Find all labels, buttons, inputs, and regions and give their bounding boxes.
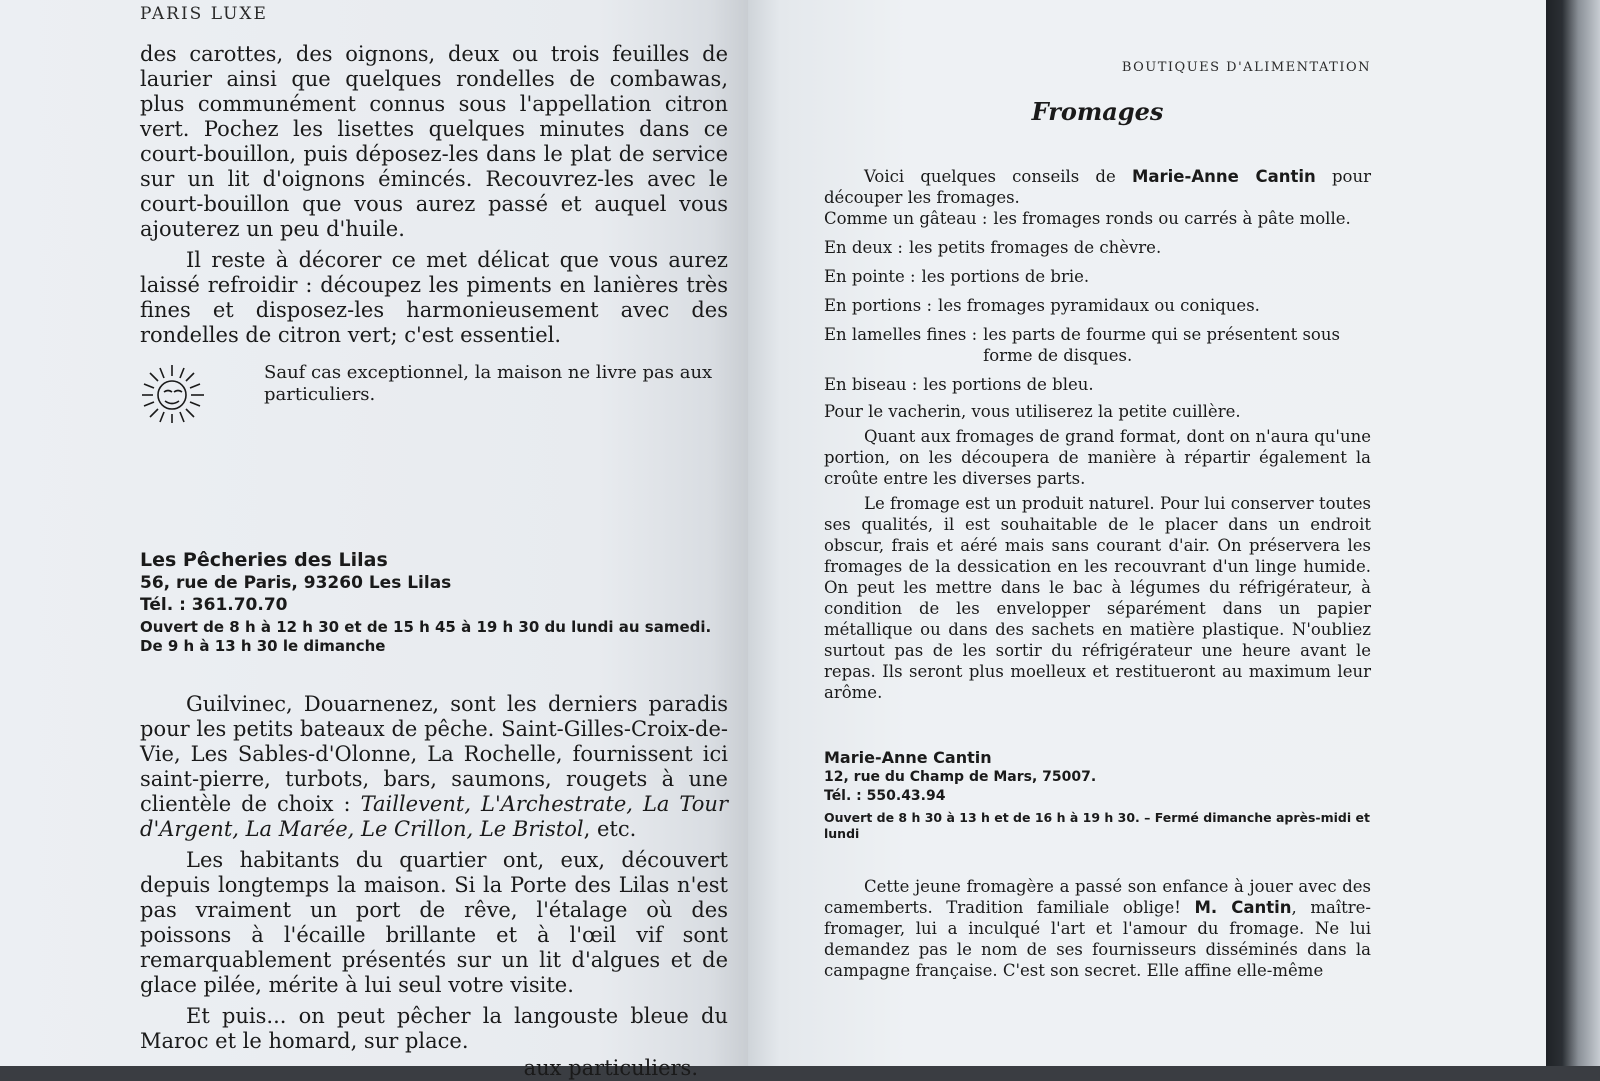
- cut-item: [824, 374, 1371, 395]
- cut-desc: les fromages pyramidaux ou coniques.: [938, 296, 1260, 315]
- section-title: Fromages: [1031, 97, 1164, 126]
- shop-name: Marie-Anne Cantin: [824, 748, 992, 767]
- cut-term: En lamelles fines :: [824, 325, 978, 344]
- text-run: Voici quelques conseils de: [864, 167, 1132, 186]
- shop-hours: Ouvert de 8 h 30 à 13 h et de 16 h à 19 h 30. – Fermé dimanche après-midi et lundi: [824, 810, 1370, 841]
- person-name: Marie-Anne Cantin: [1131, 167, 1316, 186]
- cut-desc: les portions de bleu.: [923, 375, 1094, 394]
- paragraph: Il reste à décorer ce met délicat que vous aurez laissé refroidir : découpez les piments en lanières très fines et disposez-les harmonieusement avec des rondelles de citron vert; c'est essentiel.: [140, 248, 728, 347]
- text-run: Guilvinec, Douarnenez, sont les derniers paradis pour les petits bateaux de pêche. Saint-Gilles-Croix-de-Vie, Les Sables-d'Olonne, La Rochelle, fournissent ici saint-pierre, turbots, bars, saumons, rougets à une clientèle de choix :: [140, 692, 728, 816]
- shop-phone: Tél. : 550.43.94: [824, 788, 946, 804]
- paragraph: [824, 876, 1371, 981]
- shop-hours: Ouvert de 8 h à 12 h 30 et de 15 h 45 à 19 h 30 du lundi au samedi. De 9 h à 13 h 30 le dimanche: [140, 618, 712, 655]
- intro-paragraph: [824, 166, 1371, 208]
- text-run: , etc.: [583, 817, 637, 841]
- shop-name: Les Pêcheries des Lilas: [140, 549, 388, 571]
- cut-item: [824, 266, 1371, 287]
- text-run: , maître-fromager, lui a inculqué l'art et l'amour du fromage. Ne lui demandez pas le nom de ses fournisseurs disséminés dans la campagne française. C'est son secret. Elle affine elle-même: [824, 898, 1371, 980]
- restaurant-names: Taillevent, L'Archestrate, La Tour d'Argent, La Marée, Le Crillon, Le Bristol: [140, 792, 728, 841]
- paragraph: [140, 692, 728, 842]
- cut-desc: les parts de fourme qui se présentent sous forme de disques.: [983, 325, 1340, 365]
- sun-face-icon: [138, 362, 208, 428]
- cut-item: [824, 324, 1371, 366]
- shop-address: 56, rue de Paris, 93260 Les Lilas: [140, 573, 452, 593]
- cut-item: [824, 208, 1371, 229]
- note-text: Sauf cas exceptionnel, la maison ne livre pas aux particuliers.: [264, 362, 713, 405]
- left-page: [0, 0, 748, 1080]
- right-page: [748, 0, 1546, 1066]
- paragraph-fragment: aux particuliers.: [523, 1056, 698, 1080]
- paragraph: Les habitants du quartier ont, eux, découvert depuis longtemps la maison. Si la Porte des Lilas n'est pas vraiment un port de rêve, l'étalage où des poissons à l'écaille brillante et à l'œil vif sont remarquablement présentés sur un lit d'algues et de glace pilée, mérite à lui seul votre visite.: [140, 848, 728, 997]
- cut-item: [824, 237, 1371, 258]
- cut-desc: les petits fromages de chèvre.: [908, 238, 1162, 257]
- cut-term: En biseau :: [824, 375, 918, 394]
- delivery-note: [140, 362, 728, 428]
- paragraph: Le fromage est un produit naturel. Pour lui conserver toutes ses qualités, il est souhaitable de le placer dans un endroit obscur, frais et aéré mais sans courant d'air. On préservera les fromages de la dessication en les recouvrant d'un linge humide. On peut les mettre dans le bac à légumes du réfrigérateur, à condition de les envelopper séparément dans un papier métallique ou dans des sachets en matière plastique. N'oubliez surtout pas de les sortir du réfrigérateur une heure avant le repas. Ils seront plus moelleux et restitueront au maximum leur arôme.: [824, 494, 1371, 702]
- running-head-left: PARIS LUXE: [140, 4, 268, 24]
- person-name: M. Cantin: [1194, 898, 1292, 917]
- shop-phone: Tél. : 361.70.70: [140, 595, 288, 615]
- cut-term: En deux :: [824, 238, 903, 257]
- text-run: pour découper les fromages.: [824, 167, 1371, 207]
- cut-term: En portions :: [824, 296, 933, 315]
- cut-desc: les portions de brie.: [921, 267, 1090, 286]
- paragraph: Pour le vacherin, vous utiliserez la petite cuillère.: [824, 402, 1241, 421]
- book-cover-edge: [1546, 0, 1600, 1066]
- cut-list: [824, 208, 1371, 395]
- paragraph: Quant aux fromages de grand format, dont on n'aura qu'une portion, on les découpera de manière à répartir également la croûte entre les diverses parts.: [824, 427, 1371, 488]
- cut-item: [824, 295, 1371, 316]
- paragraph: Et puis... on peut pêcher la langouste bleue du Maroc et le homard, sur place.: [140, 1004, 728, 1053]
- cut-desc: les fromages ronds ou carrés à pâte molle.: [993, 209, 1351, 228]
- cut-term: Comme un gâteau :: [824, 209, 988, 228]
- running-head-right: BOUTIQUES D'ALIMENTATION: [1121, 60, 1371, 75]
- text-run: Cette jeune fromagère a passé son enfance à jouer avec des camemberts. Tradition familiale oblige!: [824, 877, 1371, 917]
- shop-address: 12, rue du Champ de Mars, 75007.: [824, 769, 1097, 785]
- cut-term: En pointe :: [824, 267, 916, 286]
- paragraph: des carottes, des oignons, deux ou trois feuilles de laurier ainsi que quelques rondelles de combawas, plus communément connus sous l'appellation citron vert. Pochez les lisettes quelques minutes dans ce court-bouillon, puis déposez-les dans le plat de service sur un lit d'oignons émincés. Recouvrez-les avec le court-bouillon que vous aurez passé et auquel vous ajouterez un peu d'huile.: [140, 42, 728, 241]
